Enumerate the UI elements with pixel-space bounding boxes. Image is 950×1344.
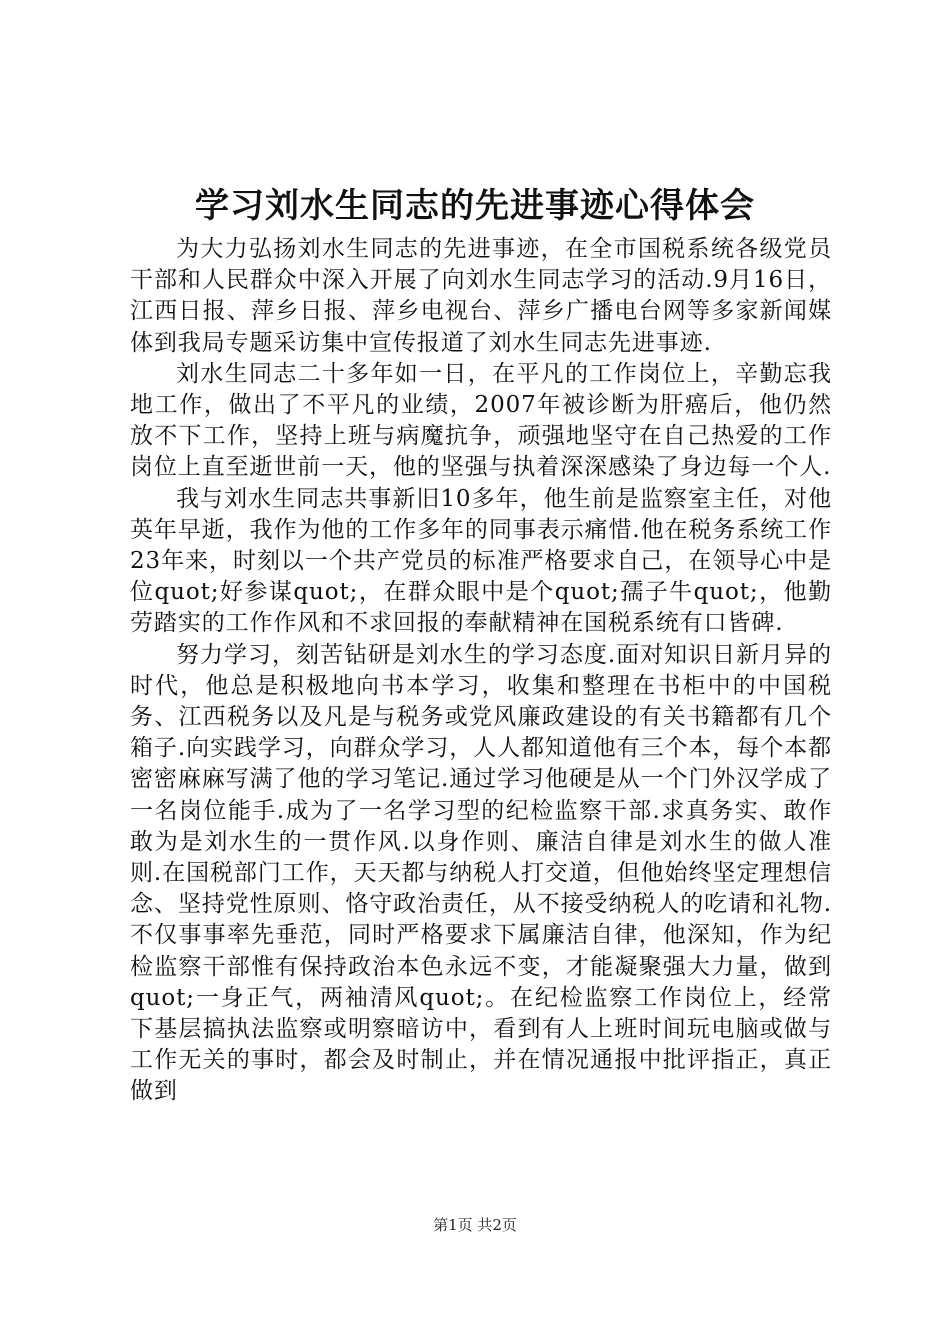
paragraph-2: 刘水生同志二十多年如一日，在平凡的工作岗位上，辛勤忘我地工作，做出了不平凡的业绩，2007年被诊断为肝癌后，他仍然放不下工作，坚持上班与病魔抗争，顽强地坚守在自己热爱的工作岗位上直至逝世前一天，他的坚强与执着深深感染了身边每一个人. — [130, 360, 832, 481]
document-body — [130, 234, 832, 1108]
page-number-footer: 第1页 共2页 — [433, 1216, 517, 1234]
paragraph-4: 努力学习，刻苦钻研是刘水生的学习态度.面对知识日新月异的时代，他总是积极地向书本学习，收集和整理在书柜中的中国税务、江西税务以及凡是与税务或党风廉政建设的有关书籍都有几个箱子.向实践学习，向群众学习，人人都知道他有三个本，每个本都密密麻麻写满了他的学习笔记.通过学习他硬是从一个门外汉学成了一名岗位能手.成为了一名学习型的纪检监察干部.求真务实、敢作敢为是刘水生的一贯作风.以身作则、廉洁自律是刘水生的做人准则.在国税部门工作，天天都与纳税人打交道，但他始终坚定理想信念、坚持党性原则、恪守政治责任，从不接受纳税人的吃请和礼物.不仅事事率先垂范，同时严格要求下属廉洁自律，他深知，作为纪检监察干部惟有保持政治本色永远不变，才能凝聚强大力量，做到quot;一身正气，两袖清风quot;。在纪检监察工作岗位上，经常下基层搞执法监察或明察暗访中，看到有人上班时间玩电脑或做与工作无关的事时，都会及时制止，并在情况通报中批评指正，真正做到 — [130, 641, 832, 1105]
document-title: 学习刘水生同志的先进事迹心得体会 — [195, 186, 755, 226]
paragraph-1: 为大力弘扬刘水生同志的先进事迹，在全市国税系统各级党员干部和人民群众中深入开展了向刘水生同志学习的活动.9月16日，江西日报、萍乡日报、萍乡电视台、萍乡广播电台网等多家新闻媒体到我局专题采访集中宣传报道了刘水生同志先进事迹. — [130, 236, 832, 356]
paragraph-3: 我与刘水生同志共事新旧10多年，他生前是监察室主任，对他英年早逝，我作为他的工作多年的同事表示痛惜.他在税务系统工作23年来，时刻以一个共产党员的标准严格要求自己，在领导心中是位quot;好参谋quot;，在群众眼中是个quot;孺子牛quot;，他勤劳踏实的工作作风和不求回报的奉献精神在国税系统有口皆碑. — [130, 485, 832, 637]
